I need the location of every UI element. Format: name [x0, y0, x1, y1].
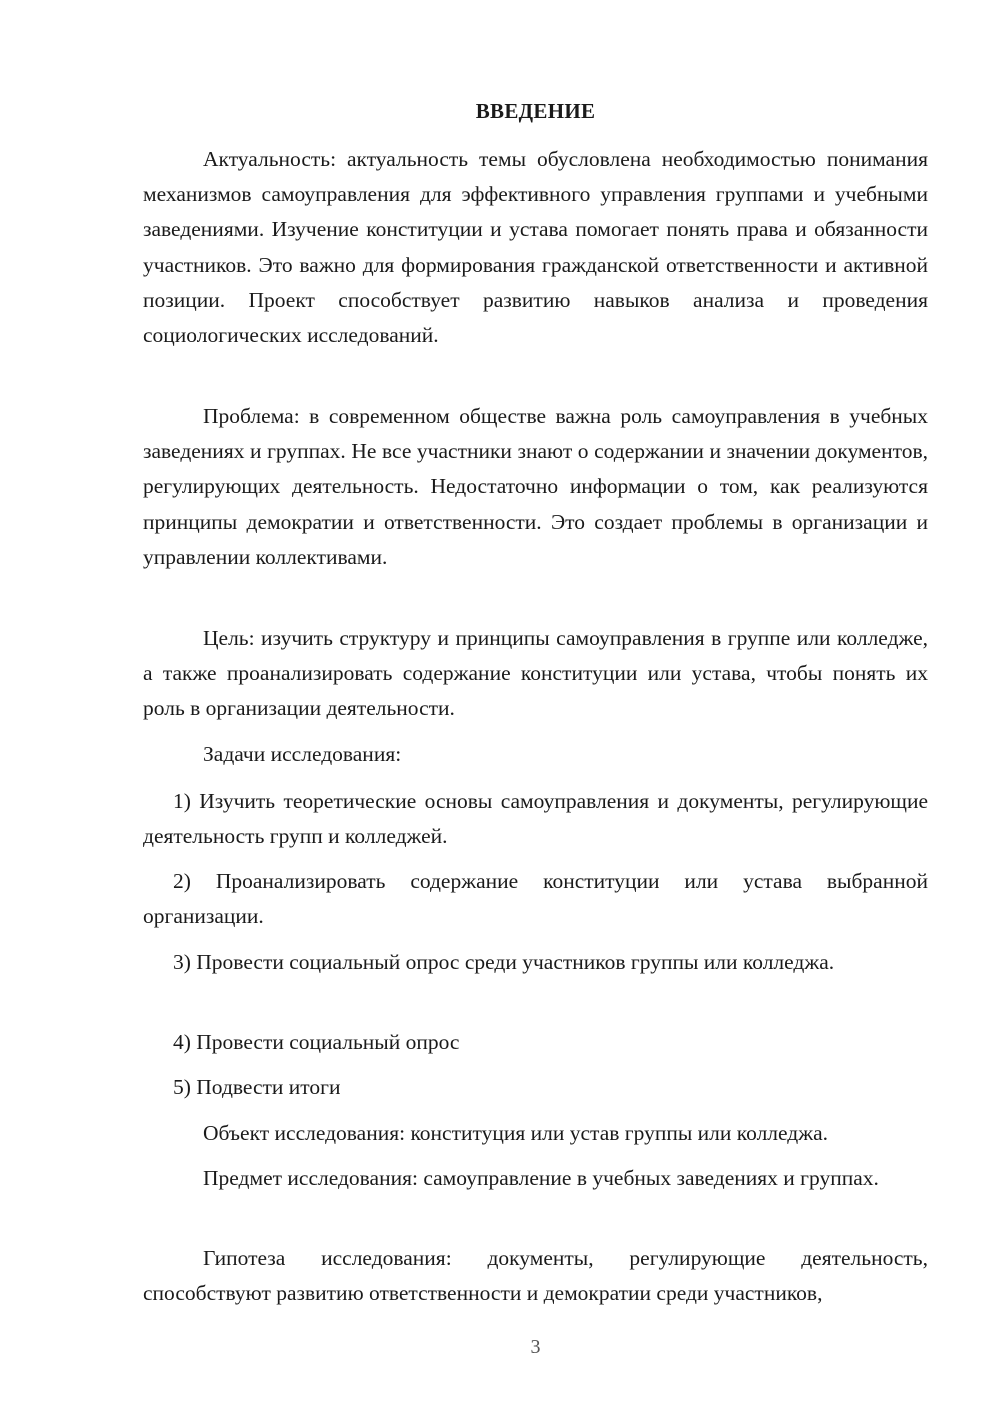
- paragraph-relevance: Актуальность: актуальность темы обусловлена необходимостью понимания механизмов самоуправления для эффективного управления группами и учебными заведениями. Изучение конституции и устава помогает понять права и обязанности участников. Это важно для формирования гражданской ответственности и активной позиции. Проект способствует развитию навыков анализа и проведения социологических исследований.: [143, 147, 928, 348]
- task-item-3: 3) Провести социальный опрос среди участников группы или колледжа.: [173, 950, 835, 974]
- task-item-5: 5) Подвести итоги: [173, 1075, 341, 1099]
- task-item-1: 1) Изучить теоретические основы самоуправления и документы, регулирующие деятельность групп и колледжей.: [143, 789, 928, 849]
- page-number: 3: [530, 1336, 541, 1358]
- paragraph-subject: Предмет исследования: самоуправление в учебных заведениях и группах.: [203, 1166, 879, 1190]
- section-title: ВВЕДЕНИЕ: [475, 99, 596, 123]
- paragraph-object: Объект исследования: конституция или устав группы или колледжа.: [203, 1121, 829, 1145]
- task-item-4: 4) Провести социальный опрос: [173, 1030, 460, 1054]
- document-page: [143, 0, 928, 1414]
- tasks-heading: Задачи исследования:: [203, 742, 402, 766]
- paragraph-hypothesis: Гипотеза исследования: документы, регулирующие деятельность, способствуют развитию ответственности и демократии среди участников,: [143, 1246, 928, 1306]
- paragraph-problem: Проблема: в современном обществе важна роль самоуправления в учебных заведениях и группах. Не все участники знают о содержании и значении документов, регулирующих деятельность. Недостаточно информации о том, как реализуются принципы демократии и ответственности. Это создает проблемы в организации и управлении коллективами.: [143, 404, 928, 569]
- task-item-2: 2) Проанализировать содержание конституции или устава выбранной организации.: [143, 869, 928, 929]
- paragraph-goal: Цель: изучить структуру и принципы самоуправления в группе или колледже, а также проанализировать содержание конституции или устава, чтобы понять их роль в организации деятельности.: [143, 626, 928, 721]
